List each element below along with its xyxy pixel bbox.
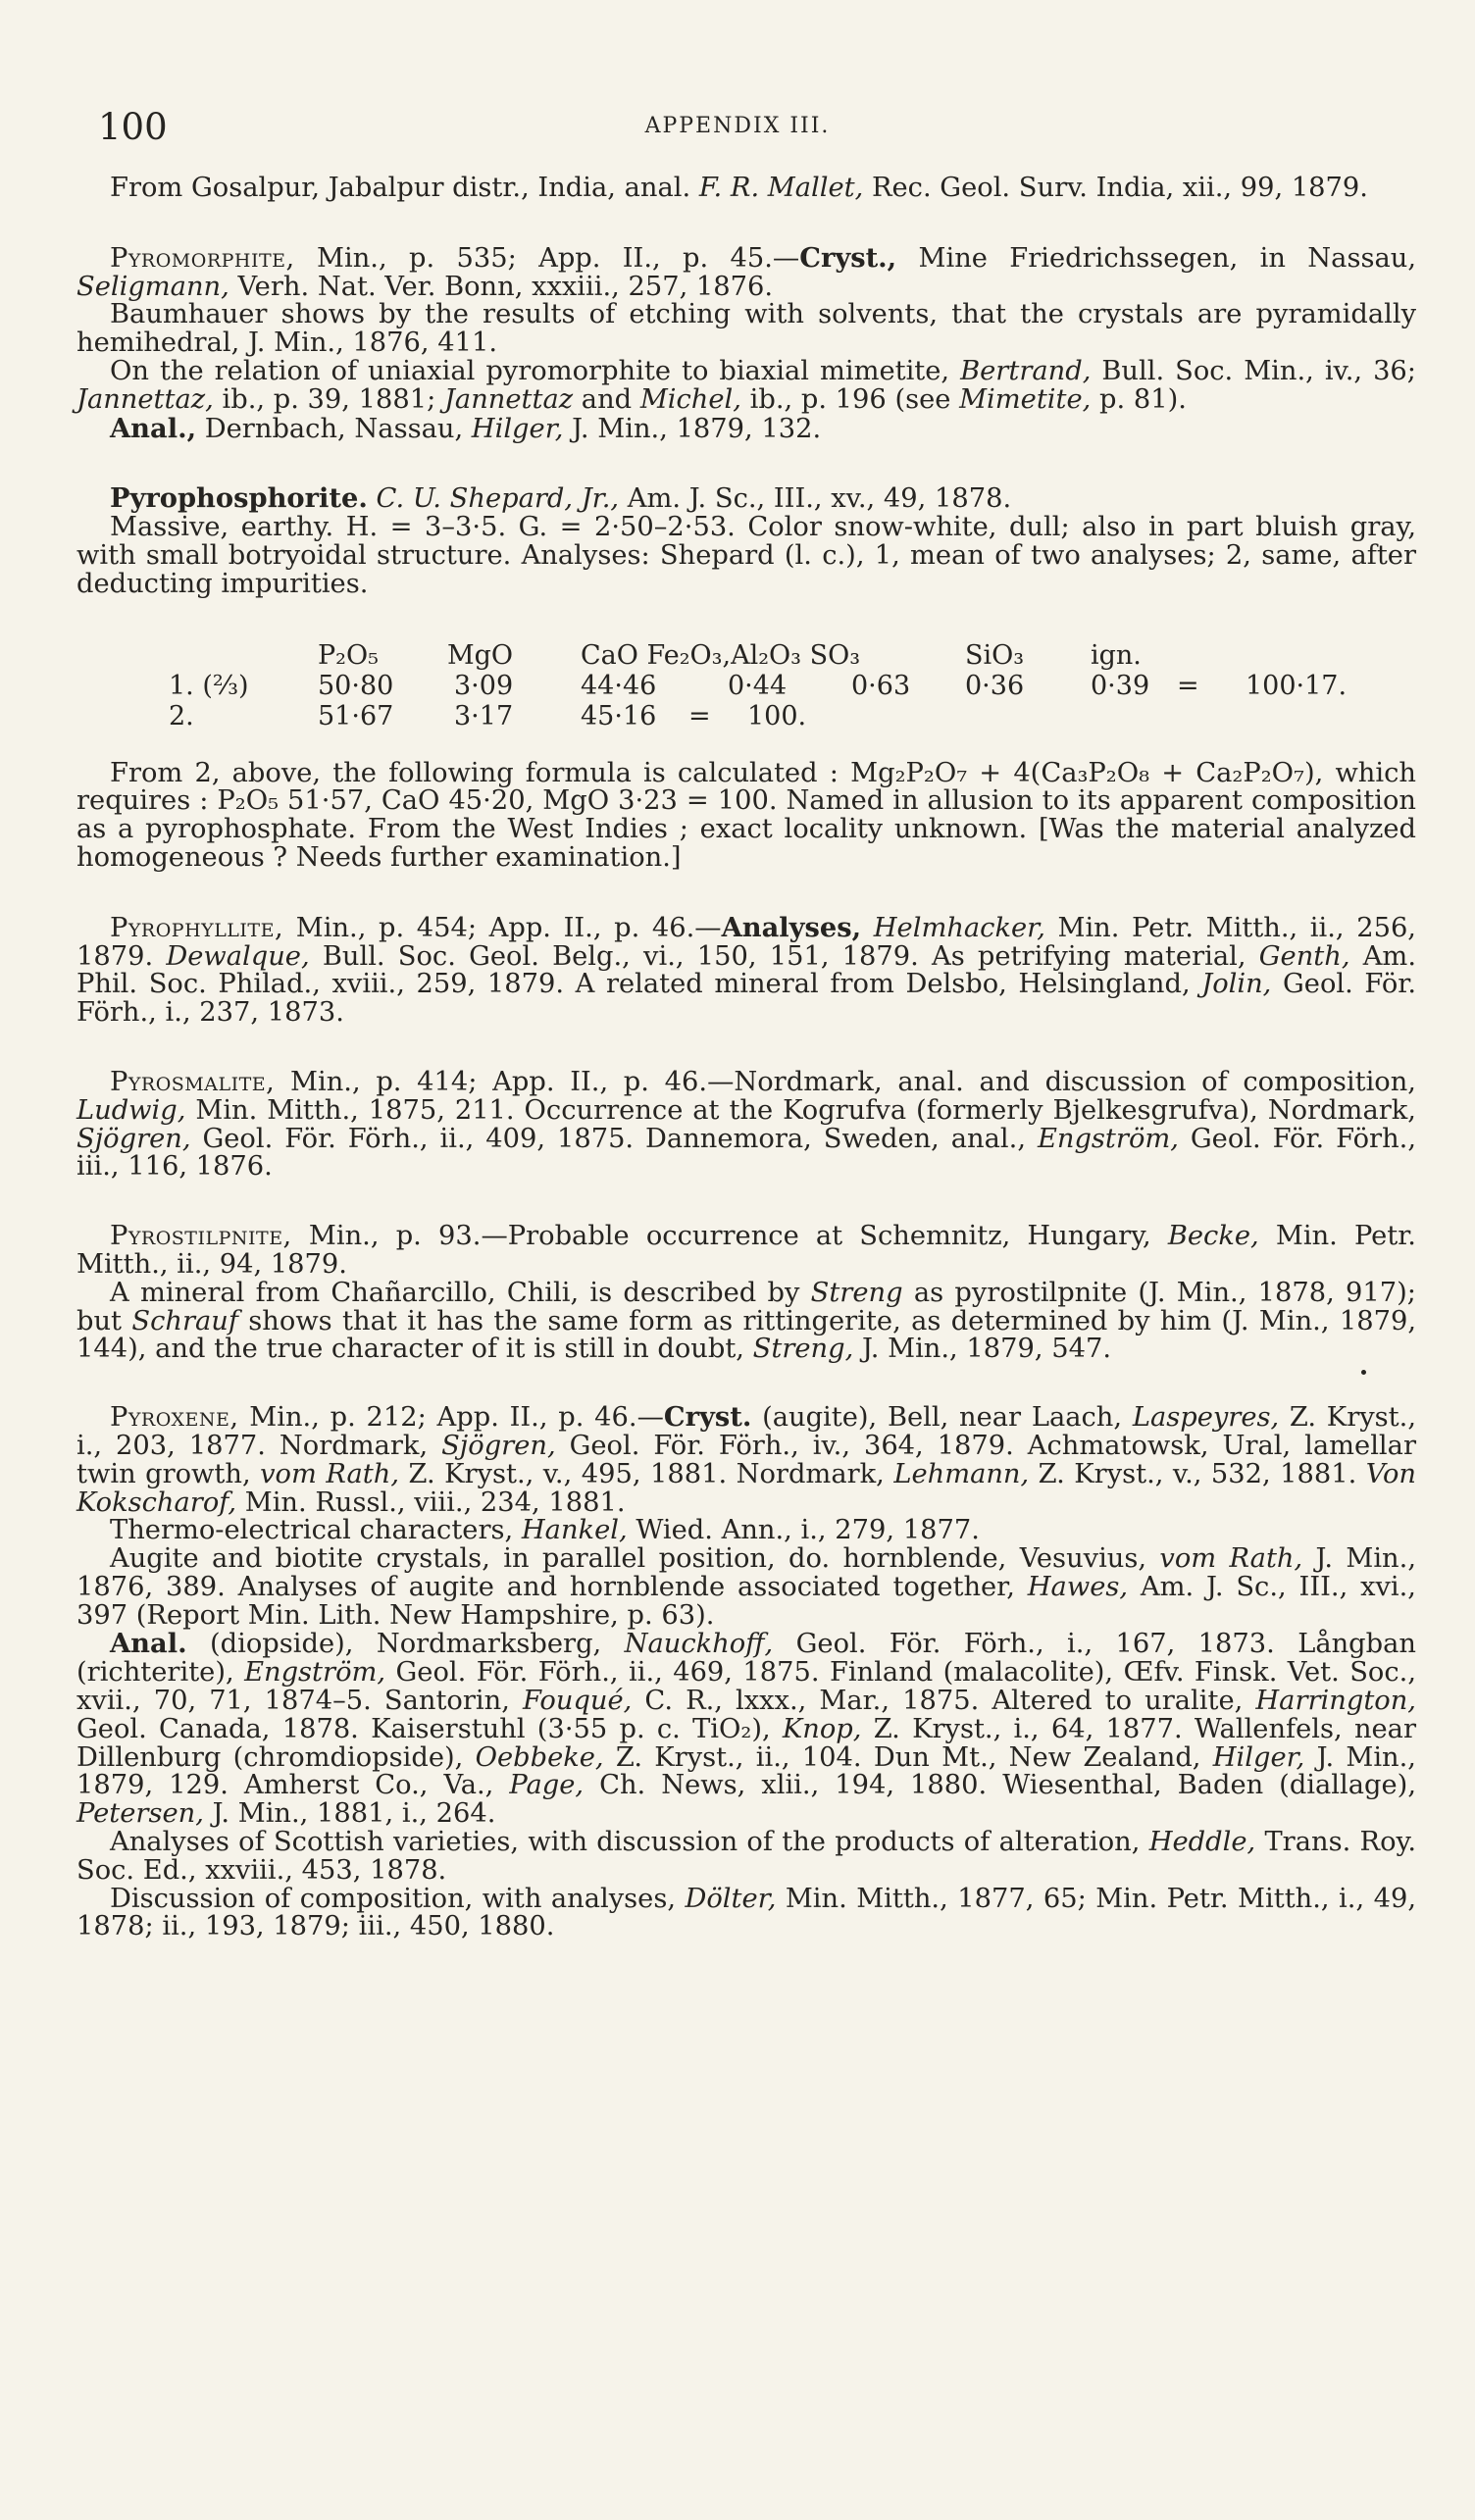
author-name: Genth,	[1258, 940, 1350, 972]
text-run: Min., p. 212; App. II., p. 46.—	[238, 1402, 664, 1434]
text-run: Trans. Roy. Soc. Ed., xxviii., 453, 1878.	[76, 1827, 1416, 1886]
text-run: Augite and biotite crystals, in parallel position, do. hornblende, Vesuvius,	[110, 1543, 1160, 1575]
author-name: Hankel,	[521, 1515, 628, 1546]
text-run: Mine Friedrichssegen, in Nassau,	[896, 242, 1416, 274]
text-run: as pyrostilpnite (J. Min., 1878, 917); but	[76, 1277, 1416, 1336]
text-run: Verh. Nat. Ver. Bonn, xxxiii., 257, 1876.	[229, 271, 774, 302]
text-run: J. Min., 1879, 132.	[563, 413, 822, 444]
text-run: Ch. News, xlii., 194, 1880. Wiesenthal, Baden (diallage),	[584, 1770, 1416, 1801]
pyrosmalite-paragraph	[76, 1066, 1417, 1183]
author-name: Becke,	[1167, 1221, 1259, 1252]
pyromorphite-paragraph-2: Baumhauer shows by the results of etching with solvents, that the crystals are pyramidally hemihedral, J. Min., 1876, 411.	[76, 299, 1416, 359]
pyromorphite-paragraph-1	[76, 241, 1416, 302]
author-name: Harrington,	[1255, 1686, 1416, 1717]
author-name: Heddle,	[1148, 1827, 1256, 1858]
text-run: J. Min., 1879, 129. Amherst Co., Va.,	[76, 1741, 1416, 1801]
author-name: Sjögren,	[76, 1123, 191, 1154]
bold-term: Analyses,	[721, 911, 862, 943]
table-header: P₂O₅	[318, 639, 379, 671]
table-header: SiO₃	[965, 639, 1025, 671]
author-name: F. R. Mallet,	[698, 173, 864, 203]
table-cell: 51·67	[318, 700, 394, 731]
text-run: J. Min., 1881, i., 264.	[203, 1798, 496, 1830]
text-run	[861, 913, 874, 943]
pyrostilpnite-paragraph-1	[76, 1223, 1416, 1280]
text-run: On the relation of uniaxial pyromorphite to biaxial mimetite,	[110, 355, 961, 386]
text-run: Geol. För. Förh., ii., 409, 1875. Dannemora, Sweden, anal.,	[190, 1123, 1038, 1154]
cross-reference: Mimetite,	[959, 383, 1092, 415]
text-run: Geol. För. Förh., i., 167, 1873. Långban (richterite),	[76, 1629, 1416, 1688]
bold-term: Cryst.	[663, 1401, 752, 1434]
entry-heading: Pyromorphite,	[110, 242, 295, 274]
author-name: Lehmann,	[893, 1458, 1030, 1489]
text-run: C. R., lxxx., Mar., 1875. Altered to uralite,	[632, 1686, 1256, 1717]
pyrophosphorite-paragraph-3: From 2, above, the following formula is calculated : Mg₂P₂O₇ + 4(Ca₃P₂O₈ + Ca₂P₂O₇), which requires : P₂O₅ 51·57, CaO 45·20, MgO 3·23 = 100. Named in allusion to its apparent composition as a pyrophosphate. From the West Indies ; exact locality unknown. [Was the material analyzed homogeneous ? Needs further examination.]	[76, 757, 1416, 873]
entry-pyrophyllite	[76, 911, 1417, 1029]
text-run: ib., p. 196 (see	[740, 383, 960, 415]
author-name: Page,	[509, 1770, 585, 1801]
text-run: Min., p. 93.—Probable occurrence at Schemnitz, Hungary,	[291, 1221, 1168, 1252]
entry-pyroxene	[76, 1403, 1416, 1941]
pyrophosphorite-paragraph-2: Massive, earthy. H. = 3–3·5. G. = 2·50–2·53. Color snow-white, dull; also in part bluish gray, with small botryoidal structure. Analyses: Shepard (l. c.), 1, mean of two analyses; 2, same, after deducting impurities.	[76, 512, 1416, 599]
author-name: Oebbeke,	[475, 1741, 604, 1773]
bold-term: Anal.,	[110, 412, 197, 444]
text-run	[368, 483, 377, 514]
table-cell: 2.	[169, 700, 194, 731]
entry-pyrophosphorite	[76, 484, 1416, 872]
bold-term: Anal.	[110, 1628, 187, 1660]
author-name: Michel,	[639, 383, 741, 415]
text-run: Min. Petr. Mitth., ii., 256, 1879.	[76, 912, 1416, 972]
table-cell: 3·09	[454, 670, 514, 701]
text-run: Min. Russl., viii., 234, 1881.	[236, 1487, 626, 1518]
table-cell: 1. (⅔)	[169, 670, 249, 701]
dot-mark	[1361, 1370, 1366, 1375]
text-run: Geol. För. Förh., ii., 469, 1875. Finland (malacolite), Œfv. Finsk. Vet. Soc., xvii., 70, 71, 1874–5. Santorin,	[76, 1657, 1416, 1717]
pyroxene-paragraph-5	[76, 1829, 1416, 1886]
table-header: CaO Fe₂O₃,Al₂O₃ SO₃	[581, 639, 861, 671]
entry-pyrostilpnite	[76, 1223, 1416, 1364]
bold-term: Cryst.,	[799, 241, 897, 274]
text-run: Geol. För. Förh., iii., 116, 1876.	[76, 1123, 1417, 1183]
table-header: ign.	[1091, 639, 1142, 671]
author-name: Jannettaz,	[76, 383, 214, 415]
table-cell: 100.	[747, 700, 807, 731]
author-name: vom Rath,	[260, 1458, 400, 1489]
text-run: A mineral from Chañarcillo, Chili, is described by	[110, 1277, 811, 1308]
gosalpur-paragraph	[76, 175, 1416, 203]
table-cell: 0·39	[1091, 670, 1150, 701]
text-run: Min., p. 414; App. II., p. 46.—Nordmark, anal. and discussion of composition,	[275, 1066, 1416, 1097]
entry-heading: Pyrophyllite,	[110, 912, 284, 943]
page-body	[76, 175, 1416, 1941]
text-run: Am. J. Sc., III., xvi., 397 (Report Min. Lith. New Hampshire, p. 63).	[76, 1571, 1416, 1631]
table-cell: =	[1177, 670, 1199, 701]
text-run: J. Min., 1879, 547.	[853, 1334, 1112, 1365]
page-header	[98, 106, 1377, 155]
page-number: 100	[98, 106, 168, 148]
table-cell: =	[688, 700, 711, 731]
author-name: Engström,	[1037, 1123, 1179, 1154]
table-cell: 44·46	[581, 670, 657, 701]
text-run: Dernbach, Nassau,	[196, 413, 472, 444]
table-cell: 3·17	[454, 700, 514, 731]
author-name: Petersen,	[76, 1798, 204, 1830]
entry-pyrosmalite	[76, 1066, 1417, 1183]
analysis-table	[76, 639, 1416, 732]
table-header: MgO	[447, 639, 514, 671]
text-run: Am. J. Sc., III., xv., 49, 1878.	[619, 483, 1012, 515]
author-name: Laspeyres,	[1132, 1402, 1280, 1434]
entry-gosalpur	[76, 175, 1416, 203]
text-run: Z. Kryst., v., 495, 1881. Nordmark,	[399, 1458, 894, 1489]
text-run: Bull. Soc. Geol. Belg., vi., 150, 151, 1879. As petrifying material,	[309, 940, 1259, 972]
text-run: p. 81).	[1091, 383, 1187, 415]
text-run: ib., p. 39, 1881;	[213, 383, 444, 415]
entry-heading: Pyrostilpnite,	[110, 1221, 292, 1252]
author-name: Seligmann,	[76, 271, 229, 302]
table-cell: 45·16	[581, 700, 657, 731]
text-run: Geol. För. Förh., i., 237, 1873.	[76, 969, 1417, 1029]
author-name: Bertrand,	[960, 355, 1092, 386]
author-name: Helmhacker,	[873, 912, 1045, 943]
author-name: Sjögren,	[441, 1430, 556, 1461]
text-run: Min. Mitth., 1875, 211. Occurrence at the Kogrufva (formerly Bjelkesgrufva), Nordmark,	[185, 1094, 1416, 1126]
text-run: Z. Kryst., ii., 104. Dun Mt., New Zealand,	[603, 1741, 1213, 1773]
text-run: (diopside), Nordmarksberg,	[186, 1629, 625, 1660]
author-name: Streng	[810, 1277, 903, 1308]
text-run: Am. Phil. Soc. Philad., xviii., 259, 1879. A related mineral from Delsbo, Helsingland,	[76, 940, 1416, 1000]
text-run: (augite), Bell, near Laach,	[751, 1402, 1133, 1434]
author-name: Dewalque,	[166, 940, 310, 972]
pyroxene-paragraph-3	[76, 1545, 1416, 1630]
author-name: Jolin,	[1201, 969, 1272, 1000]
author-name: Schrauf	[131, 1305, 238, 1336]
pyroxene-paragraph-4	[76, 1630, 1416, 1829]
text-run: Z. Kryst., i., 203, 1877. Nordmark,	[76, 1402, 1417, 1461]
pyrophyllite-paragraph	[76, 911, 1417, 1029]
text-run: J. Min., 1876, 389. Analyses of augite and hornblende associated together,	[76, 1543, 1416, 1602]
text-run: Min. Petr. Mitth., ii., 94, 1879.	[76, 1221, 1416, 1280]
author-name: Engström,	[244, 1657, 386, 1688]
pyroxene-paragraph-6	[76, 1883, 1417, 1942]
pyroxene-paragraph-1	[76, 1403, 1416, 1517]
text-run: From Gosalpur, Jabalpur distr., India, anal.	[110, 173, 699, 203]
separator	[76, 1364, 1416, 1378]
author-name: Jannettaz	[443, 383, 574, 415]
text-run: Analyses of Scottish varieties, with discussion of the products of alteration,	[110, 1827, 1149, 1858]
author-name: Von Kokscharof,	[76, 1458, 1416, 1518]
text-run: and	[573, 383, 640, 415]
text-run: Z. Kryst., i., 64, 1877. Wallenfels, near Dillenburg (chromdiopside),	[76, 1713, 1416, 1773]
table-cell: 0·36	[965, 670, 1025, 701]
pyromorphite-paragraph-3	[76, 355, 1416, 415]
text-run: Wied. Ann., i., 279, 1877.	[627, 1515, 980, 1546]
table-cell: 0·63	[851, 670, 911, 701]
text-run: Min., p. 454; App. II., p. 46.—	[283, 912, 722, 943]
entry-heading: Pyroxene,	[110, 1402, 239, 1434]
author-name: Hilger,	[471, 413, 564, 444]
author-name: Hilger,	[1212, 1741, 1305, 1773]
author-name: Hawes,	[1027, 1571, 1129, 1602]
text-run: Min. Mitth., 1877, 65; Min. Petr. Mitth., i., 49, 1878; ii., 193, 1879; iii., 450, 1880.	[76, 1883, 1417, 1942]
text-run: Thermo-electrical characters,	[110, 1515, 522, 1546]
text-run: Bull. Soc. Min., iv., 36;	[1091, 355, 1416, 386]
entry-heading: Pyrosmalite,	[110, 1066, 276, 1097]
text-run: Geol. För. Förh., iv., 364, 1879. Achmatowsk, Ural, lamellar twin growth,	[76, 1430, 1416, 1489]
author-name: vom Rath,	[1159, 1543, 1303, 1575]
author-name: C. U. Shepard, Jr.,	[376, 483, 620, 515]
table-cell: 100·17.	[1246, 670, 1348, 701]
author-name: Knop,	[782, 1713, 862, 1744]
entry-heading: Pyrophosphorite.	[110, 482, 368, 515]
table-cell: 0·44	[728, 670, 788, 701]
pyromorphite-paragraph-4	[76, 412, 1416, 444]
author-name: Streng,	[752, 1334, 854, 1365]
text-run: Min., p. 535; App. II., p. 45.—	[294, 242, 800, 274]
text-run: Rec. Geol. Surv. India, xii., 99, 1879.	[863, 173, 1368, 203]
author-name: Nauckhoff,	[624, 1629, 774, 1660]
text-run: Z. Kryst., v., 532, 1881.	[1029, 1458, 1366, 1489]
pyrostilpnite-paragraph-2	[76, 1277, 1417, 1365]
pyrophosphorite-paragraph-1	[76, 484, 1416, 514]
table-cell: 50·80	[318, 670, 394, 701]
author-name: Dölter,	[685, 1883, 777, 1914]
entry-pyromorphite	[76, 241, 1416, 444]
text-run: Geol. Canada, 1878. Kaiserstuhl (3·55 p. c. TiO₂),	[76, 1713, 783, 1744]
pyroxene-paragraph-2	[76, 1517, 1416, 1545]
text-run: Discussion of composition, with analyses,	[110, 1883, 686, 1914]
text-run: shows that it has the same form as rittingerite, as determined by him (J. Min., 1879, 144), and the true character of it is still in doubt,	[76, 1305, 1417, 1365]
running-head: APPENDIX III.	[644, 114, 831, 138]
author-name: Fouqué,	[522, 1686, 633, 1717]
author-name: Ludwig,	[76, 1094, 186, 1126]
